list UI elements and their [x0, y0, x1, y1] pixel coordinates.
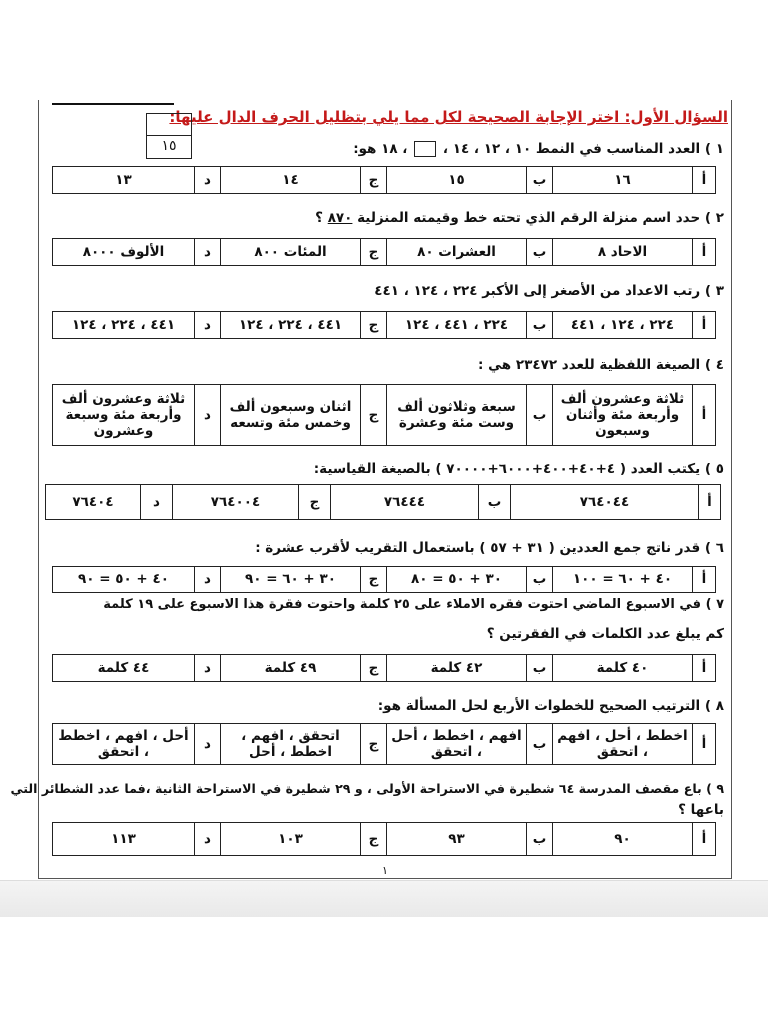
option-b[interactable]: سبعة وثلاثون ألف وست مئة وعشرة [387, 385, 527, 446]
top-rule [52, 103, 174, 105]
question-3-text: ٣ ) رتب الاعداد من الأصغر إلى الأكبر ٢٢٤ ، ١٢٤ ، ٤٤١ [374, 283, 724, 299]
option-b[interactable]: ١٥ [387, 167, 527, 194]
option-letter-b[interactable]: ب [527, 239, 553, 266]
question-7 [103, 597, 724, 612]
option-b[interactable]: العشرات ٨٠ [387, 239, 527, 266]
question-4 [478, 357, 724, 373]
option-letter-d[interactable]: د [195, 567, 221, 593]
option-d[interactable]: ١١٣ [53, 823, 195, 856]
question-2-text-end: ؟ [315, 210, 323, 226]
option-letter-b[interactable]: ب [527, 167, 553, 194]
option-c[interactable]: ١٠٣ [221, 823, 361, 856]
question-1-text-end: ، ١٨ هو: [353, 141, 408, 157]
option-c[interactable]: اثنان وسبعون ألف وخمس مئة وتسعه [221, 385, 361, 446]
page-number: ١ [382, 864, 388, 877]
score-blank[interactable] [147, 114, 191, 136]
option-letter-c[interactable]: ج [299, 485, 331, 520]
score-box [146, 113, 192, 159]
option-letter-d[interactable]: د [141, 485, 173, 520]
options-q5 [45, 484, 721, 520]
options-q2 [52, 238, 716, 266]
option-b[interactable]: ٣٠ + ٥٠ = ٨٠ [387, 567, 527, 593]
option-d[interactable]: الألوف ٨٠٠٠ [53, 239, 195, 266]
option-letter-a[interactable]: أ [693, 239, 716, 266]
option-letter-d[interactable]: د [195, 167, 221, 194]
question-6-text: ٦ ) قدر ناتج جمع العددين ( ٣١ + ٥٧ ) باستعمال التقريب لأقرب عشرة : [255, 540, 724, 556]
option-b[interactable]: ٩٣ [387, 823, 527, 856]
option-letter-a[interactable]: أ [693, 823, 716, 856]
question-1-text: ١ ) العدد المناسب في النمط ١٠ ، ١٢ ، ١٤ ، [442, 141, 724, 157]
option-letter-b[interactable]: ب [527, 385, 553, 446]
options-q3 [52, 311, 716, 339]
question-9-text-2: باعها ؟ [678, 802, 724, 818]
option-letter-a[interactable]: أ [693, 167, 716, 194]
option-d[interactable]: ثلاثة وعشرون ألف وأربعة مئة وسبعة وعشرون [53, 385, 195, 446]
option-letter-b[interactable]: ب [527, 567, 553, 593]
question-5-text: ٥ ) يكتب العدد ( ٤+٤٠+٤٠٠+٦٠٠٠+٧٠٠٠٠ ) بالصيغة القياسية: [313, 461, 724, 477]
question-1 [353, 141, 724, 157]
question-9-text: ٩ ) باع مقصف المدرسة ٦٤ شطيرة في الاستراحة الأولى ، و ٢٩ شطيرة في الاستراحة الثانية ،فما عدد الشطائر التي [10, 781, 724, 796]
option-b[interactable]: افهم ، اخطط ، أحل ، اتحقق [387, 724, 527, 765]
question-6 [255, 540, 724, 556]
option-d[interactable]: أحل ، افهم ، اخطط ، اتحقق [53, 724, 195, 765]
option-letter-a[interactable]: أ [693, 385, 716, 446]
option-letter-d[interactable]: د [195, 655, 221, 682]
option-letter-b[interactable]: ب [527, 724, 553, 765]
option-letter-d[interactable]: د [195, 312, 221, 339]
question-5 [314, 461, 724, 477]
option-d[interactable]: ٤٠ + ٥٠ = ٩٠ [53, 567, 195, 593]
underlined-number: ٨٧٠ [327, 210, 353, 226]
score-value: ١٥ [161, 138, 177, 154]
question-7-text-2: كم يبلغ عدد الكلمات في الفقرتين ؟ [486, 626, 724, 642]
option-a[interactable]: ثلاثة وعشرون ألف وأربعة مئة وأثنان وسبعون [553, 385, 693, 446]
options-q7 [52, 654, 716, 682]
option-b[interactable]: ٤٢ كلمة [387, 655, 527, 682]
option-letter-a[interactable]: أ [699, 485, 721, 520]
question-2 [315, 210, 724, 226]
options-q9 [52, 822, 716, 856]
options-q6 [52, 566, 716, 593]
option-a[interactable]: ٢٢٤ ، ١٢٤ ، ٤٤١ [553, 312, 693, 339]
option-d[interactable]: ٤٤ كلمة [53, 655, 195, 682]
option-letter-d[interactable]: د [195, 823, 221, 856]
question-8 [378, 698, 724, 714]
option-b[interactable]: ٢٢٤ ، ٤٤١ ، ١٢٤ [387, 312, 527, 339]
question-9-line2 [678, 802, 724, 818]
answer-blank-box[interactable] [414, 141, 436, 157]
option-letter-c[interactable]: ج [361, 167, 387, 194]
option-a[interactable]: اخطط ، أحل ، افهم ، اتحقق [553, 724, 693, 765]
option-letter-c[interactable]: ج [361, 239, 387, 266]
option-a[interactable]: ٤٠ كلمة [553, 655, 693, 682]
option-letter-c[interactable]: ج [361, 655, 387, 682]
option-c[interactable]: المئات ٨٠٠ [221, 239, 361, 266]
option-a[interactable]: ١٦ [553, 167, 693, 194]
option-d[interactable]: ٤٤١ ، ٢٢٤ ، ١٢٤ [53, 312, 195, 339]
options-q8 [52, 723, 716, 765]
option-letter-b[interactable]: ب [479, 485, 511, 520]
option-letter-a[interactable]: أ [693, 567, 716, 593]
question-3 [374, 283, 724, 299]
options-q4 [52, 384, 716, 446]
option-letter-c[interactable]: ج [361, 567, 387, 593]
option-letter-c[interactable]: ج [361, 724, 387, 765]
question-8-text: ٨ ) الترتيب الصحيح للخطوات الأربع لحل المسألة هو: [377, 698, 724, 714]
option-c[interactable]: ٧٦٤٠٠٤ [173, 485, 299, 520]
option-c[interactable]: ٣٠ + ٦٠ = ٩٠ [221, 567, 361, 593]
option-b[interactable]: ٧٦٤٤٤ [331, 485, 479, 520]
option-d[interactable]: ١٣ [53, 167, 195, 194]
option-letter-d[interactable]: د [195, 385, 221, 446]
option-letter-b[interactable]: ب [527, 312, 553, 339]
question-2-text: ٢ ) حدد اسم منزلة الرقم الذي تحته خط وقيمته المنزلية [357, 210, 724, 226]
option-letter-d[interactable]: د [195, 724, 221, 765]
option-c[interactable]: ٤٤١ ، ٢٢٤ ، ١٢٤ [221, 312, 361, 339]
option-a[interactable]: ٧٦٤٠٤٤ [511, 485, 699, 520]
option-letter-a[interactable]: أ [693, 312, 716, 339]
option-a[interactable]: الاحاد ٨ [553, 239, 693, 266]
question-9 [11, 781, 724, 796]
option-d[interactable]: ٧٦٤٠٤ [46, 485, 141, 520]
option-letter-b[interactable]: ب [527, 823, 553, 856]
section-title: السؤال الأول: اختر الإجابة الصحيحة لكل مما يلي بتظليل الحرف الدال عليها: [169, 108, 728, 126]
option-letter-c[interactable]: ج [361, 823, 387, 856]
option-letter-a[interactable]: أ [693, 724, 716, 765]
option-c[interactable]: ١٤ [221, 167, 361, 194]
option-a[interactable]: ٩٠ [553, 823, 693, 856]
option-letter-c[interactable]: ج [361, 312, 387, 339]
page-bottom-band [0, 880, 768, 917]
question-4-text: ٤ ) الصيغة اللفظية للعدد ٢٣٤٧٢ هي : [478, 357, 724, 373]
question-7-text: ٧ ) في الاسبوع الماضي احتوت فقره الاملاء على ٢٥ كلمة واحتوت فقرة هذا الاسبوع على ١٩ كلمة [103, 597, 724, 612]
option-a[interactable]: ٤٠ + ٦٠ = ١٠٠ [553, 567, 693, 593]
options-q1 [52, 166, 716, 194]
option-letter-b[interactable]: ب [527, 655, 553, 682]
option-letter-c[interactable]: ج [361, 385, 387, 446]
option-c[interactable]: اتحقق ، افهم ، اخطط ، أحل [221, 724, 361, 765]
question-7-line2 [487, 626, 724, 642]
option-letter-a[interactable]: أ [693, 655, 716, 682]
option-c[interactable]: ٤٩ كلمة [221, 655, 361, 682]
option-letter-d[interactable]: د [195, 239, 221, 266]
